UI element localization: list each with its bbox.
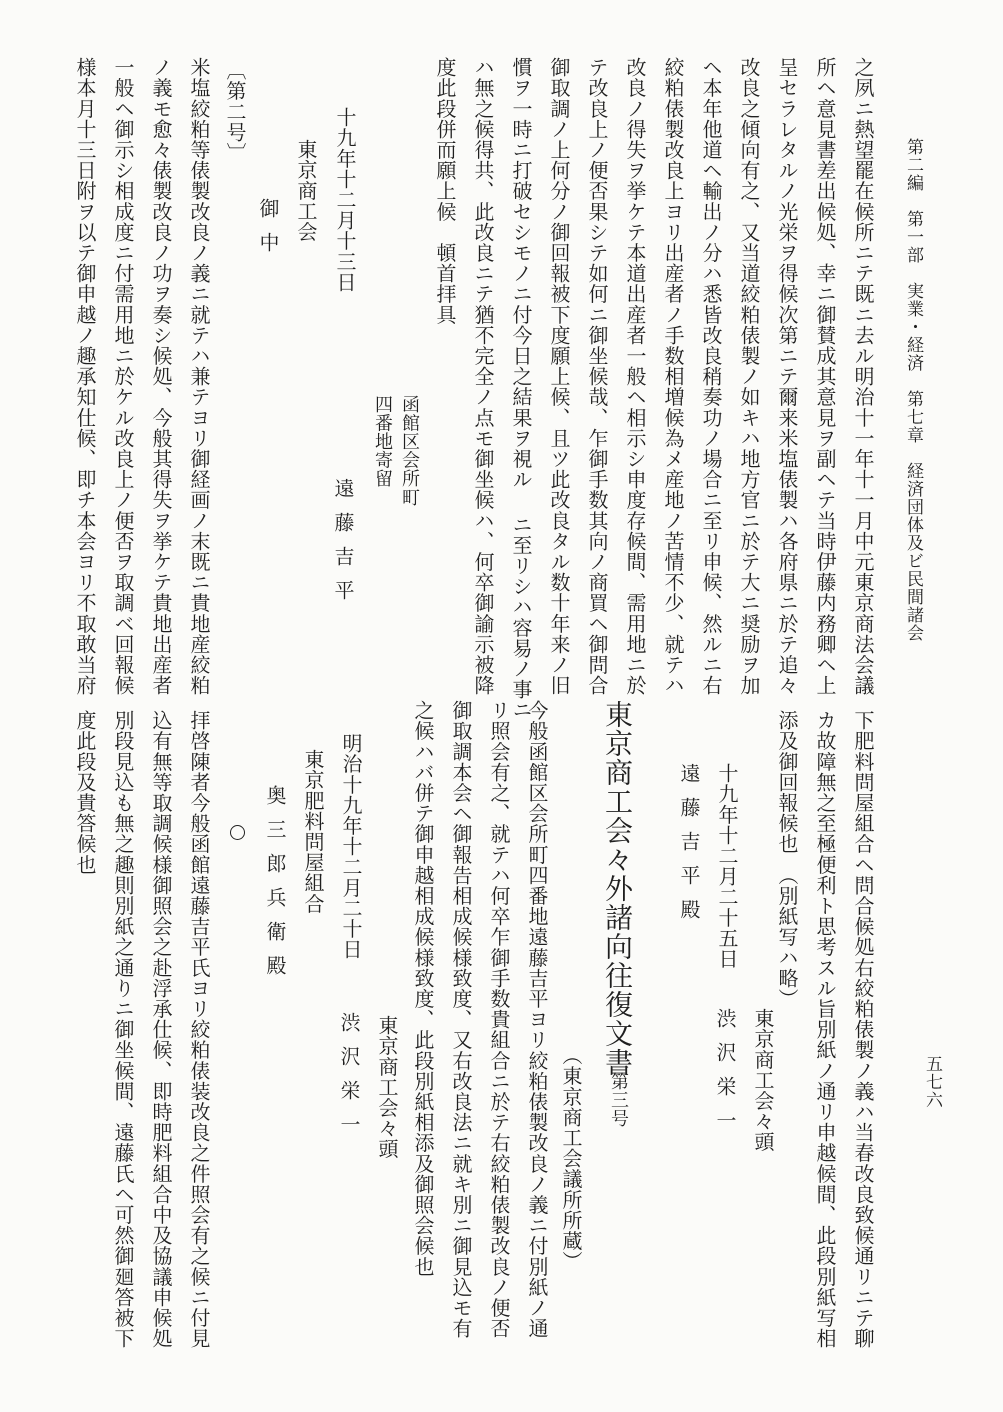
section-number: 第三号	[608, 1072, 629, 1128]
body-line: 呈セラレタルノ光栄ヲ得候次第ニテ爾来米塩俵製ハ各府県ニ於テ追々	[775, 57, 799, 696]
addressee: 奥三郎兵衛殿	[263, 785, 287, 989]
body-line: 所ヘ意見書差出候処、幸ニ御賛成其意見ヲ副ヘテ当時伊藤内務卿ヘ上	[813, 57, 837, 696]
page-number: 五七六	[922, 1055, 942, 1109]
body-line: 之候ハバ併テ御申越相成候様致度、此段別紙相添及御照会候也	[411, 700, 435, 1277]
body-line: カ故障無之至極便利ト思考スル旨別紙ノ通リ申越候間、此段別紙写相	[813, 710, 837, 1349]
body-line: 一般ヘ御示シ相成度ニ付需用地ニ於ケル改良上ノ便否ヲ取調ベ回報候	[111, 57, 135, 696]
body-line: 米塩絞粕等俵製改良ノ義ニ就テハ兼テヨリ御経画ノ末既ニ貴地産絞粕	[187, 57, 211, 696]
recipient-honorific: 御中	[256, 198, 280, 266]
signer-name: 渋沢栄一	[337, 1012, 361, 1148]
body-line: 之夙ニ熱望罷在候所ニテ既ニ去ル明治十一年十一月中元東京商法会議	[851, 57, 875, 696]
letter-date: 明治十九年十二月二十日	[339, 733, 363, 960]
body-line: 別段見込も無之趣則別紙之通りニ御坐候間、遠藤氏ヘ可然御廻答被下	[111, 710, 135, 1349]
letter-date: 十九年十二月十三日	[333, 107, 357, 293]
sender-address: 四番地寄留	[372, 395, 393, 488]
section-title: 東京商工会々外諸向往復文書	[601, 700, 634, 1077]
body-line: 今般函館区会所町四番地遠藤吉平ヨリ絞粕俵製改良ノ義ニ付別紙ノ通	[525, 700, 549, 1339]
body-line: 込有無等取調候様御照会之赴浮承仕候、即時肥料組合中及協議申候処	[149, 710, 173, 1349]
body-line: 改良之傾向有之、又当道絞粕俵製ノ如キハ地方官ニ於テ大ニ奨励ヲ加	[737, 57, 761, 696]
body-line: 改良ノ得失ヲ挙ケテ本道出産者一般ヘ相示シ申度存候間、需用地ニ於	[623, 57, 647, 696]
body-line: 御取調ノ上何分ノ御回報被下度願上候、且ツ此改良タル数十年来ノ旧	[547, 57, 571, 696]
body-line: 御取調本会ヘ御報告相成候様致度、又右改良法ニ就キ別ニ御見込モ有	[449, 700, 473, 1339]
body-line: 慣ヲ一時ニ打破セシモノニ付今日之結果ヲ視ル ニ至リシハ容易ノ事ニ	[509, 57, 533, 721]
separator-circle	[230, 825, 245, 840]
body-line: ハ無之候得共、此改良ニテ猶不完全ノ点モ御坐候ハ、何卒御諭示被降	[471, 57, 495, 696]
sender-address: 函館区会所町	[399, 395, 420, 507]
body-line: 拝啓陳者今般函館遠藤吉平氏ヨリ絞粕俵装改良之件照会有之候ニ付見	[187, 710, 211, 1349]
signer-organization: 東京商工会々頭	[375, 1015, 399, 1160]
addressee-organization: 東京肥料問屋組合	[301, 749, 325, 914]
body-line: リ照会有之、就テハ何卒乍御手数貴組合ニ於テ右絞粕俵製改良ノ便否	[487, 700, 511, 1339]
body-line: 度此段及貴答候也	[73, 710, 97, 875]
body-line: ヘ本年他道ヘ輸出ノ分ハ悉皆改良稍奏功ノ場合ニ至リ申候、然ルニ右	[699, 57, 723, 696]
body-line: ノ義モ愈々俵製改良ノ功ヲ奏シ候処、今般其得失ヲ挙ケテ貴地出産者	[149, 57, 173, 696]
letter-date: 十九年十二月二十五日	[715, 763, 739, 969]
signer-organization: 東京商工会々頭	[751, 1008, 775, 1153]
sender-name: 遠藤吉平	[331, 478, 355, 614]
body-line: 下肥料問屋組合ヘ問合候処右絞粕俵製ノ義ハ当春改良致候通リニテ聊	[851, 710, 875, 1349]
body-line: 絞粕俵製改良上ヨリ出産者ノ手数相増候為メ産地ノ苦情不少、就テハ	[661, 57, 685, 696]
signer-name: 渋沢栄一	[713, 1008, 737, 1144]
body-line: テ改良上ノ便否果シテ如何ニ御坐候哉、乍御手数其向ノ商買ヘ御問合	[585, 57, 609, 696]
source-note: （東京商工会議所所蔵）	[559, 1045, 583, 1272]
section-heading-no2: 〔第二号〕	[223, 60, 247, 163]
addressee: 遠藤吉平殿	[677, 763, 701, 933]
body-line: 様本月十三日附ヲ以テ御申越ノ趣承知仕候、即チ本会ヨリ不取敢当府	[73, 57, 97, 696]
recipient: 東京商工会	[294, 139, 318, 242]
running-title: 第二編 第一部 実業・経済 第七章 経済団体及ビ民間諸会	[903, 138, 923, 642]
body-line: 添及御回報候也 （別紙写ハ略）	[775, 710, 799, 1009]
body-line: 度此段併而願上候 頓首拝具	[433, 57, 457, 325]
